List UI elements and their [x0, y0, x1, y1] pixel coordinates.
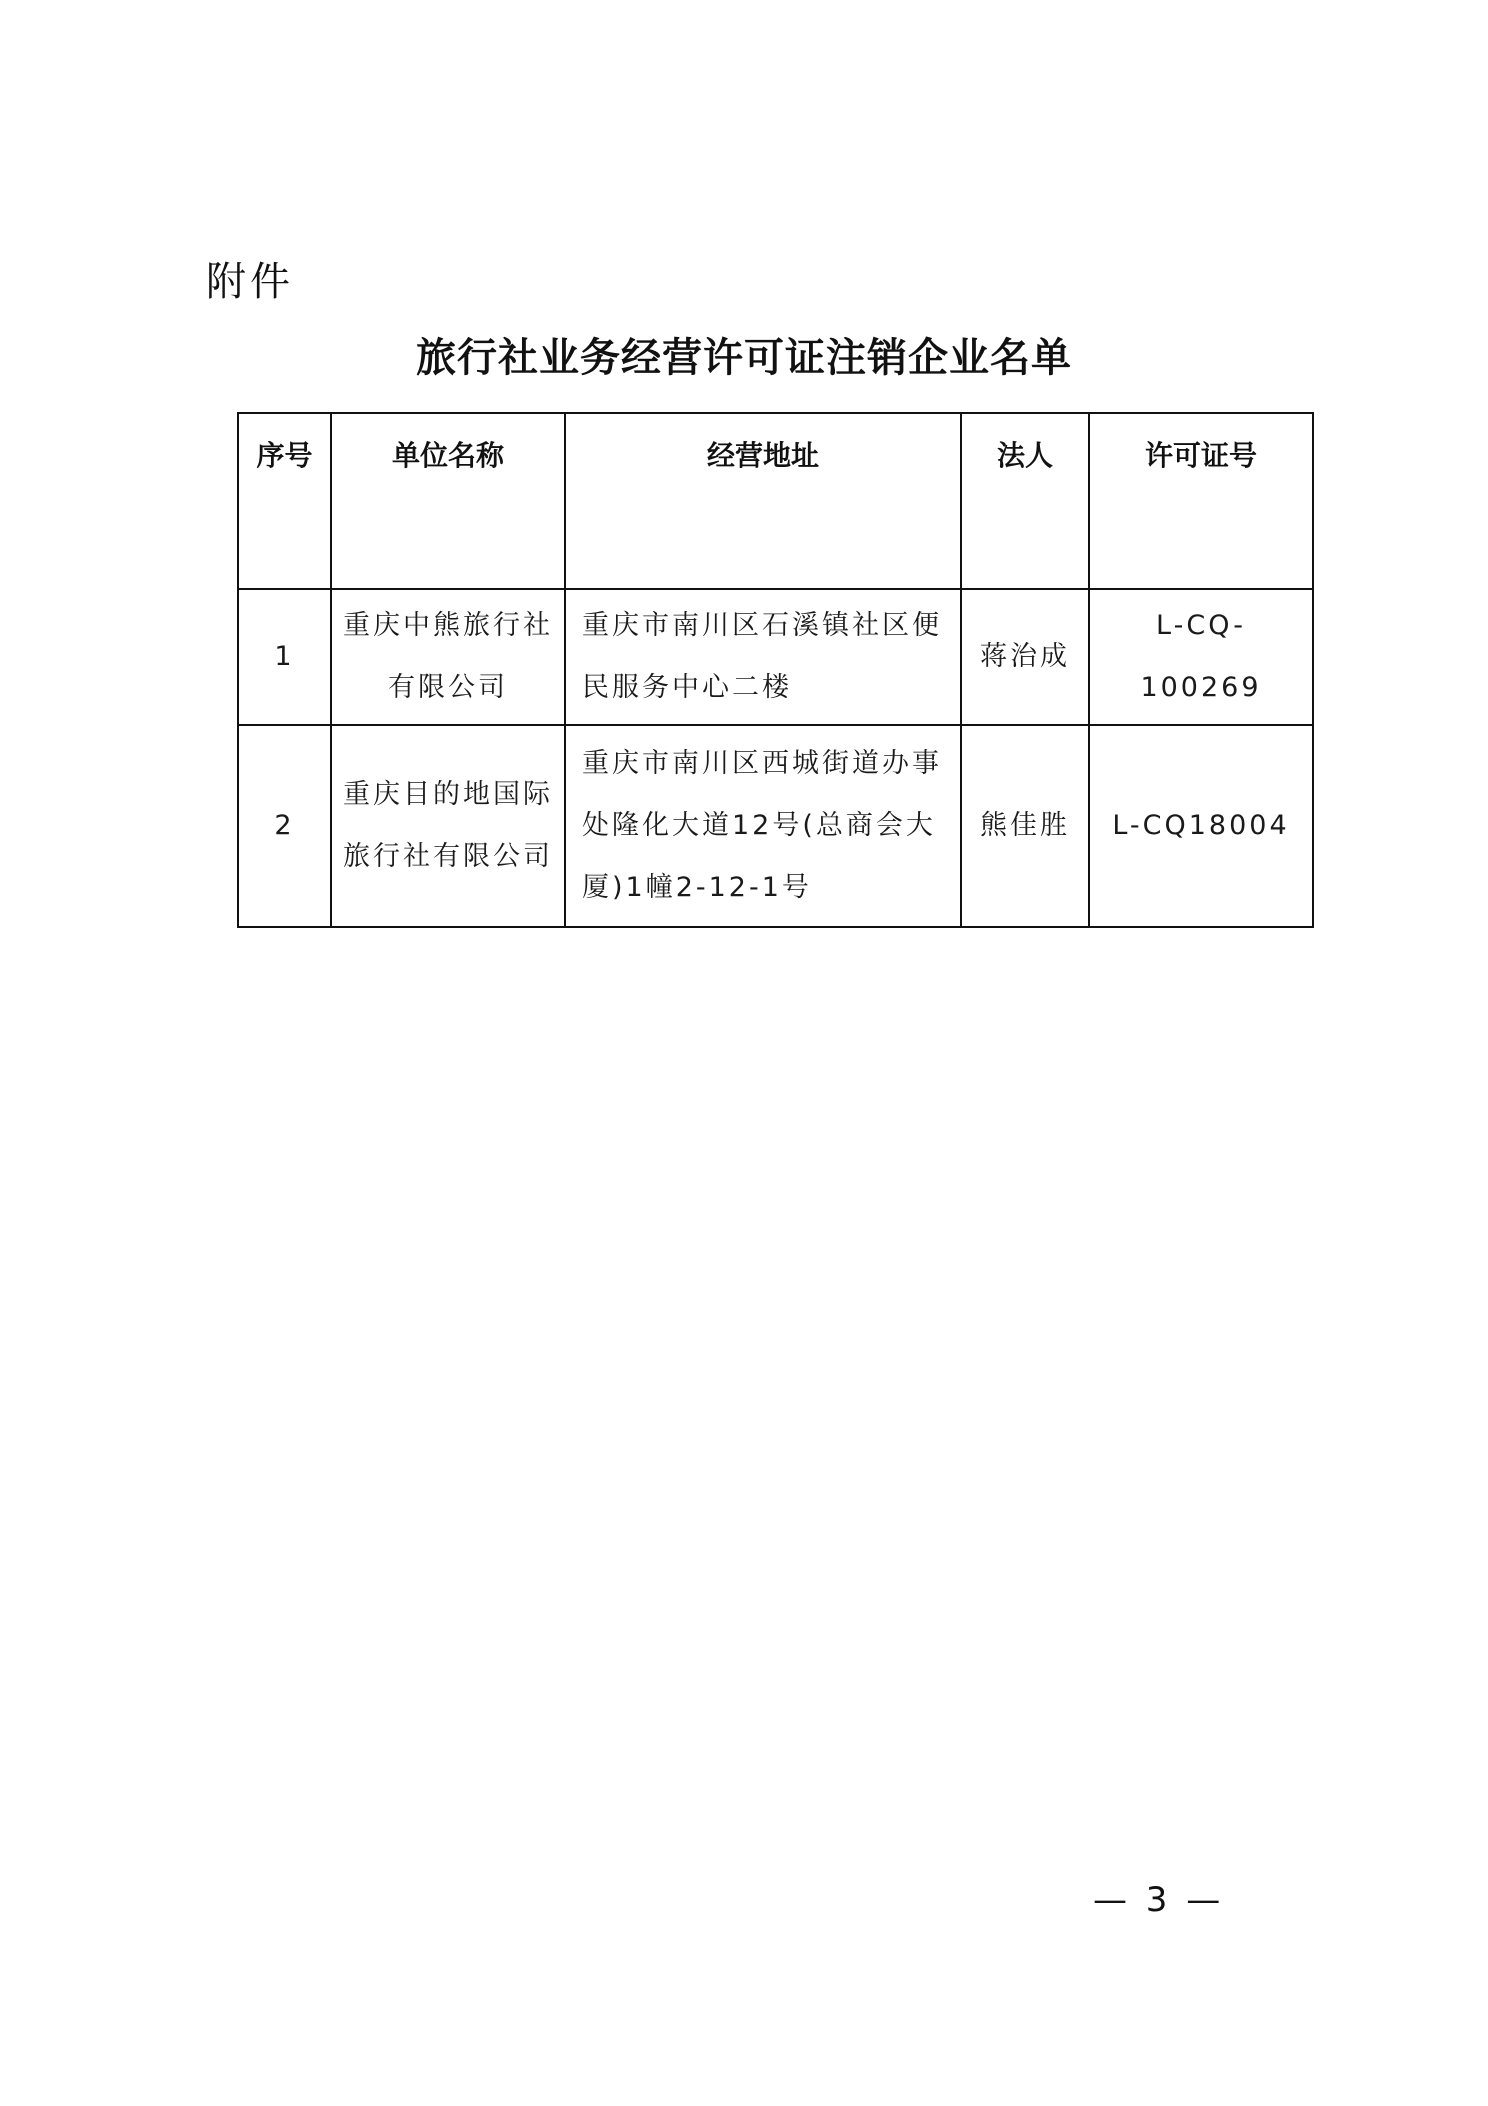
- table-row: [238, 589, 1313, 725]
- cell-business-address: 重庆市南川区西城街道办事处隆化大道12号(总商会大厦)1幢2-12-1号: [565, 725, 961, 927]
- document-title: 旅行社业务经营许可证注销企业名单: [416, 335, 1072, 381]
- cell-serial-number: 2: [238, 725, 331, 927]
- attachment-label: 附件: [206, 259, 294, 305]
- cell-company-name: 重庆中熊旅行社有限公司: [331, 589, 565, 725]
- cell-license-number: L-CQ-100269: [1089, 589, 1313, 725]
- header-business-address: 经营地址: [565, 413, 961, 589]
- header-legal-person: 法人: [961, 413, 1089, 589]
- cell-legal-person: 熊佳胜: [961, 725, 1089, 927]
- cell-legal-person: 蒋治成: [961, 589, 1089, 725]
- page-number: — 3 —: [1093, 1880, 1225, 1920]
- header-license-number: 许可证号: [1089, 413, 1313, 589]
- cell-serial-number: 1: [238, 589, 331, 725]
- cell-company-name: 重庆目的地国际旅行社有限公司: [331, 725, 565, 927]
- cell-business-address: 重庆市南川区石溪镇社区便民服务中心二楼: [565, 589, 961, 725]
- cell-license-number: L-CQ18004: [1089, 725, 1313, 927]
- license-cancellation-table: [237, 412, 1314, 928]
- header-company-name: 单位名称: [331, 413, 565, 589]
- table-header-row: [238, 413, 1313, 589]
- table-row: [238, 725, 1313, 927]
- header-serial-number: 序号: [238, 413, 331, 589]
